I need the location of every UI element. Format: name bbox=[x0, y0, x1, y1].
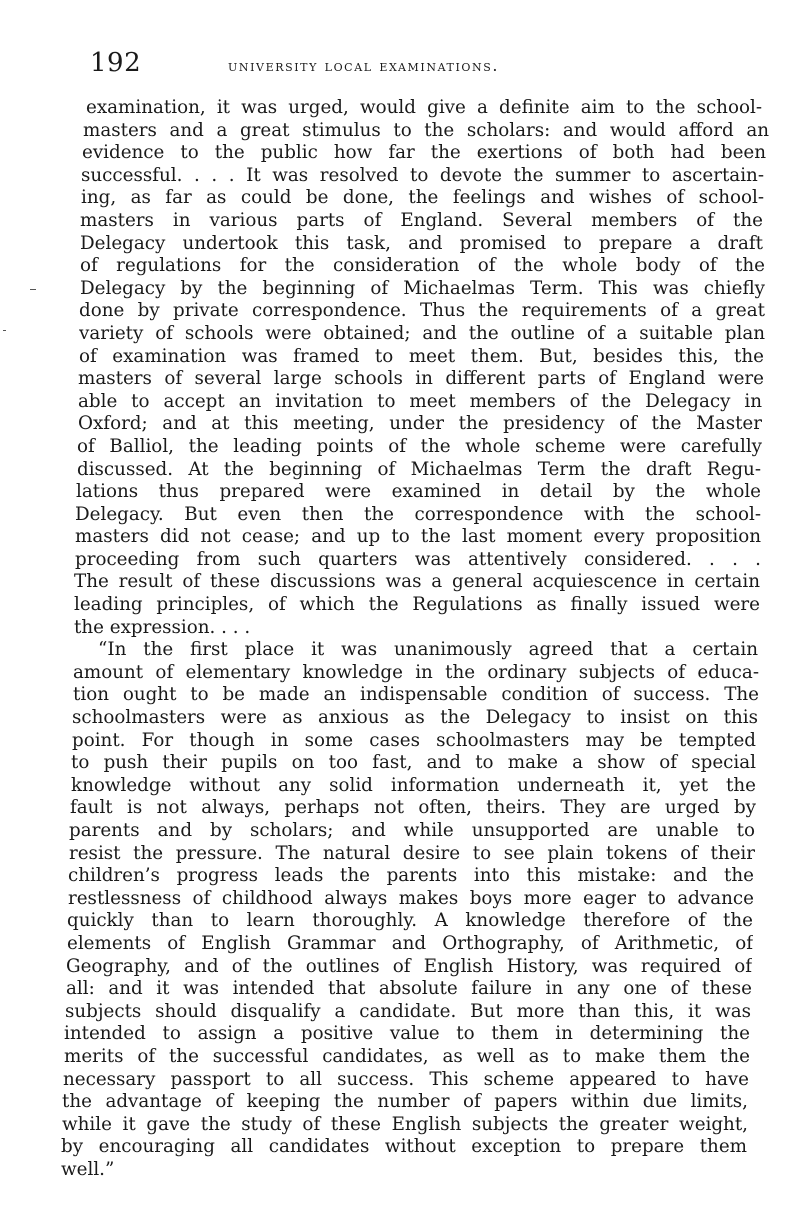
text-line: by encouraging all candidates without exception to prepare them bbox=[61, 1136, 747, 1158]
text-line: tion ought to be made an indispensable condition of success. The bbox=[73, 684, 759, 706]
text-line: all: and it was intended that absolute failure in any one of these bbox=[66, 978, 752, 1000]
text-line: well.” bbox=[61, 1158, 115, 1180]
text-line: Oxford; and at this meeting, under the presidency of the Master bbox=[78, 413, 762, 435]
text-line: successful. . . . It was resolved to devote the summer to ascertain- bbox=[81, 164, 764, 186]
text-line: to push their pupils on too fast, and to make a show of special bbox=[71, 752, 756, 774]
text-line: merits of the successful candidates, as well as to make them the bbox=[64, 1045, 750, 1067]
text-line: the advantage of keeping the number of papers within due limits, bbox=[62, 1091, 748, 1113]
page-header bbox=[90, 48, 760, 84]
margin-mark bbox=[3, 330, 6, 331]
text-line: done by private correspondence. Thus the requirements of a great bbox=[79, 300, 765, 322]
text-line: quickly than to learn thoroughly. A knowledge therefore of the bbox=[67, 910, 753, 932]
margin-mark bbox=[30, 289, 36, 290]
text-line: ing, as far as could be done, the feelings and wishes of school- bbox=[81, 187, 764, 209]
text-line: subjects should disqualify a candidate. But more than this, it was bbox=[65, 1000, 751, 1022]
text-line: masters of several large schools in different parts of England were bbox=[78, 368, 764, 390]
text-line: resist the pressure. The natural desire to see plain tokens of their bbox=[69, 842, 755, 864]
text-line: able to accept an invitation to meet members of the Delegacy in bbox=[78, 390, 762, 412]
text-line: children’s progress leads the parents into this mistake: and the bbox=[68, 865, 754, 887]
text-line: examination, it was urged, would give a definite aim to the school- bbox=[86, 97, 762, 118]
text-line: fault is not always, perhaps not often, theirs. They are urged by bbox=[70, 797, 756, 819]
text-line: Delegacy. But even then the correspondence with the school- bbox=[75, 503, 761, 525]
text-line: leading principles, of which the Regulations as finally issued were bbox=[74, 594, 760, 616]
text-line: elements of English Grammar and Orthography, of Arithmetic, of bbox=[67, 932, 753, 954]
text-line: proceeding from such quarters was attentively considered. . . . bbox=[75, 548, 761, 570]
text-line: schoolmasters were as anxious as the Delegacy to insist on this bbox=[72, 707, 758, 729]
text-line: of examination was framed to meet them. But, besides this, the bbox=[79, 345, 764, 367]
text-line: intended to assign a positive value to them in determining the bbox=[64, 1023, 750, 1045]
text-line: amount of elementary knowledge in the ordinary subjects of educa- bbox=[73, 661, 759, 683]
text-line: the expression. . . . bbox=[74, 616, 251, 638]
text-line: Geography, and of the outlines of English History, was required of bbox=[66, 955, 752, 977]
text-line: of regulations for the consideration of the whole body of the bbox=[80, 255, 765, 277]
text-line: while it gave the study of these English subjects the greater weight, bbox=[62, 1113, 748, 1135]
text-line: masters did not cease; and up to the last moment every proposition bbox=[75, 526, 761, 548]
text-line: evidence to the public how far the exertions of both had been bbox=[82, 142, 766, 164]
text-line: lations thus prepared were examined in detail by the whole bbox=[76, 481, 761, 503]
text-line: The result of these discussions was a general acquiescence in certain bbox=[74, 571, 760, 593]
page-number: 192 bbox=[90, 48, 142, 78]
text-line: of Balliol, the leading points of the whole scheme were carefully bbox=[77, 435, 762, 457]
text-line: restlessness of childhood always makes boys more eager to advance bbox=[68, 887, 754, 909]
body-text bbox=[61, 97, 769, 1182]
text-line: variety of schools were obtained; and the outline of a suitable plan bbox=[79, 322, 765, 344]
running-head: university local examinations. bbox=[228, 56, 500, 75]
text-line: point. For though in some cases schoolmasters may be tempted bbox=[72, 729, 756, 751]
text-line: Delegacy by the beginning of Michaelmas Term. This was chiefly bbox=[80, 277, 765, 299]
text-line: necessary passport to all success. This scheme appeared to have bbox=[63, 1068, 749, 1090]
text-line: discussed. At the beginning of Michaelmas Term the draft Regu- bbox=[77, 458, 761, 480]
text-line: knowledge without any solid information underneath it, yet the bbox=[71, 774, 756, 796]
text-line: masters and a great stimulus to the scholars: and would afford an bbox=[83, 119, 769, 141]
text-line: “In the first place it was unanimously agreed that a certain bbox=[98, 639, 758, 661]
text-line: Delegacy undertook this task, and promised to prepare a draft bbox=[80, 232, 763, 254]
text-line: masters in various parts of England. Several members of the bbox=[80, 209, 763, 231]
text-line: parents and by scholars; and while unsupported are unable to bbox=[69, 820, 755, 841]
